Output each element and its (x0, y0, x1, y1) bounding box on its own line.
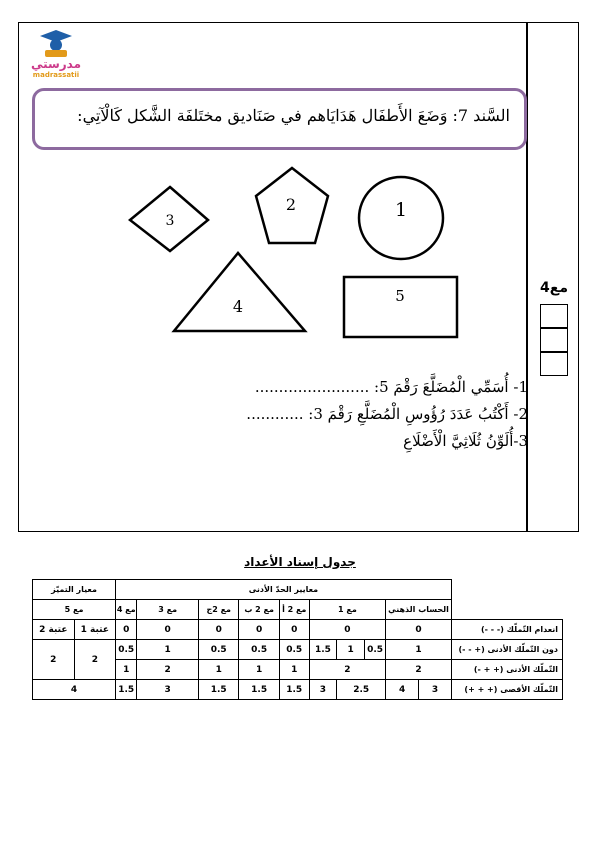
score-box-3[interactable] (540, 352, 568, 376)
statement-text: السَّند 7: وَضَعَ الأَطفَال هَدَايَاهم في صَنَاديق مختَلفَة الشَّكل كَالْآتِي: (77, 106, 510, 125)
question-3: 3-أُلَوِّنُ ثُلَاثِيَّ الْأَضْلَاعِ (403, 432, 528, 450)
cell: 1.5 (116, 680, 137, 700)
col-m1: مع 1 (309, 600, 386, 620)
cell: 1 (386, 640, 452, 660)
header-min-criteria: معايير الحدّ الأدنى (116, 580, 452, 600)
cell: 2 (74, 640, 115, 680)
cell: 1 (279, 660, 309, 680)
row-label: التّملّك الأقصى (+ + +) (451, 680, 562, 700)
col-m4: مع 4 (116, 600, 137, 620)
circle-shape (359, 177, 443, 259)
cell: 0.5 (239, 640, 279, 660)
logo-latin: madrassatii (32, 71, 80, 79)
cell: 1.5 (309, 640, 337, 660)
graduate-icon (39, 28, 73, 58)
cell: 0 (386, 620, 452, 640)
score-box-2[interactable] (540, 328, 568, 352)
rectangle-number: 5 (395, 287, 405, 305)
cell: 2 (137, 660, 199, 680)
shapes-figure (120, 165, 480, 345)
triangle-shape (174, 253, 305, 331)
col-m2b: مع 2 ب (239, 600, 279, 620)
madrassatii-logo (25, 28, 87, 88)
cell: 4 (33, 680, 116, 700)
cell: 0 (137, 620, 199, 640)
cell: 2 (309, 660, 386, 680)
col-m3: مع 3 (137, 600, 199, 620)
cell: 1 (239, 660, 279, 680)
cell: 0 (309, 620, 386, 640)
pentagon-number: 2 (285, 195, 297, 214)
cell: 2 (386, 660, 452, 680)
grading-table (32, 579, 563, 700)
cell: 3 (137, 680, 199, 700)
grading-table-title: جدول إسناد الأعداد (244, 555, 356, 569)
question-1: 1- أُسَمِّي الْمُضَلَّعَ رَقْمَ 5: ........................ (254, 378, 528, 396)
criterion-label: مع4 (540, 280, 568, 296)
cell: 0.5 (199, 640, 239, 660)
cell: عتبة 1 (74, 620, 115, 640)
col-m5: مع 5 (33, 600, 116, 620)
cell: عتبة 2 (33, 620, 75, 640)
col-m2a: مع 2 أ (279, 600, 309, 620)
cell: 0 (116, 620, 137, 640)
question-list (200, 374, 528, 455)
cell: 1 (337, 640, 365, 660)
diamond-number: 3 (165, 213, 175, 229)
cell: 1.5 (199, 680, 239, 700)
cell: 0.5 (279, 640, 309, 660)
col-m2c: مع 2ج (199, 600, 239, 620)
cell: 0.5 (364, 640, 385, 660)
cell: 1.5 (239, 680, 279, 700)
problem-statement (32, 88, 527, 150)
cell: 0 (279, 620, 309, 640)
header-excellence: معيار التميّز (33, 580, 116, 600)
cell: 0 (199, 620, 239, 640)
cell: 0.5 (116, 640, 137, 660)
cell: 1.5 (279, 680, 309, 700)
cell: 1 (199, 660, 239, 680)
cell: 4 (386, 680, 419, 700)
cell: 0 (239, 620, 279, 640)
rectangle-shape (344, 277, 457, 337)
col-mental-math: الحساب الذهني (386, 600, 452, 620)
table-row (33, 640, 563, 660)
cell: 3 (419, 680, 452, 700)
question-2: 2- أَكْتُبُ عَدَدَ رُؤُوسِ الْمُضَلَّعِ رَقْمَ 3: ............ (246, 405, 528, 423)
score-box-1[interactable] (540, 304, 568, 328)
logo-arabic: مدرستي (30, 57, 82, 71)
pentagon-shape (256, 168, 328, 243)
circle-number: 1 (394, 199, 408, 221)
row-label: انعدام التّملّك (- - -) (451, 620, 562, 640)
cell: 2 (33, 640, 75, 680)
cell: 1 (137, 640, 199, 660)
diamond-shape (130, 187, 208, 251)
row-label: دون التّملّك الأدنى (+ - -) (451, 640, 562, 660)
triangle-number: 4 (232, 297, 244, 316)
row-label: التّملّك الأدنى (+ + -) (451, 660, 562, 680)
cell: 2.5 (337, 680, 386, 700)
table-row (33, 680, 563, 700)
cell: 3 (309, 680, 337, 700)
cell: 1 (116, 660, 137, 680)
table-row (33, 620, 563, 640)
